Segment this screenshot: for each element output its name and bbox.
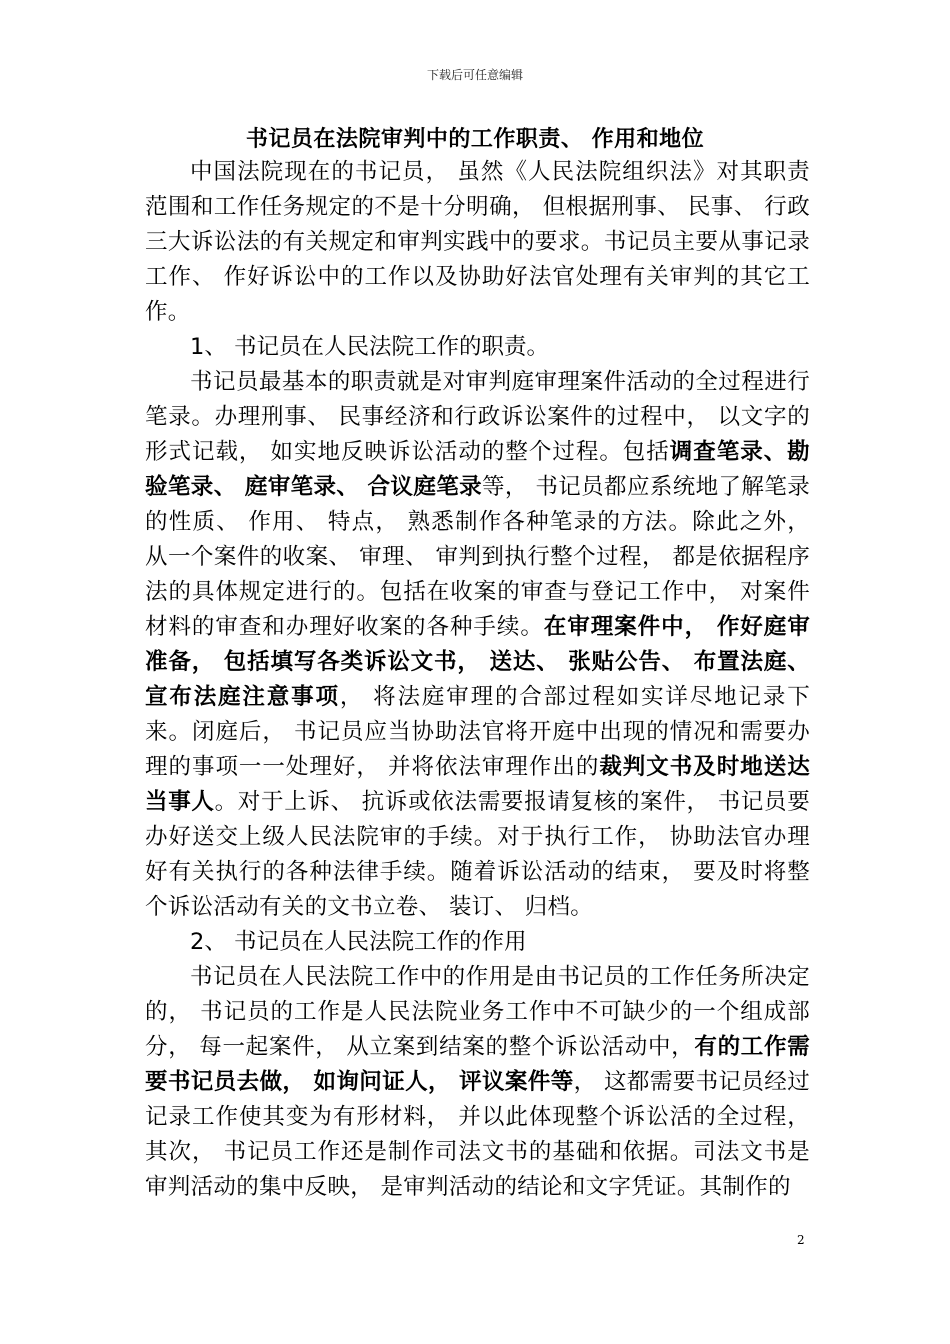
text-run: ， 这都需要书记员经过记录工作使其变为有形材料， 并以此体现整个诉讼活的全过程，其次， 书记员工作还是制作司法文书的基础和依据。司法文书是审判活动的集中反映， 是审判活动的结论和文字凭证。其制作的	[145, 1069, 811, 1200]
text-run: 书记员最基本的职责就是对审判庭审理案件活动的全过程进行笔录。办理刑事、 民事经济和行政诉讼案件的过程中， 以文字的形式记载， 如实地反映诉讼活动的整个过程。包括	[145, 369, 810, 465]
text-run: 。对于上诉、 抗诉或依法需要报请复核的案件， 书记员要办好送交上级人民法院审的手续。对于执行工作， 协助法官办理好有关执行的各种法律手续。随着诉讼活动的结束， 要及时将整个诉讼活动有关的文书立卷、 装订、 归档。	[145, 789, 810, 920]
bold-run: 调查笔录、勘验笔录、 庭审笔录、 合议庭笔录	[145, 439, 810, 500]
bold-run: 在审理案件中， 作好庭审准备， 包括填写各类诉讼文书， 送达、 张贴公告、 布置法庭、 宣布法庭注意事项	[145, 614, 810, 710]
page-number: 2	[797, 1233, 805, 1247]
document-body	[145, 155, 810, 1205]
text-run: 等， 书记员都应系统地了解笔录的性质、 作用、 特点， 熟悉制作各种笔录的方法。除此之外， 从一个案件的收案、 审理、 审判到执行整个过程， 都是依据程序法的具体规定进行的。包括在收案的审查与登记工作中， 对案件材料的审查和办理好收案的各种手续。	[145, 474, 811, 640]
section-1-paragraph	[145, 365, 810, 925]
section-2-heading: 2、 书记员在人民法院工作的作用	[190, 929, 527, 955]
bold-run: 裁判文书及时地送达当事人	[145, 754, 810, 815]
section-2-paragraph	[145, 960, 810, 1205]
section-1-heading: 1、 书记员在人民法院工作的职责。	[190, 334, 549, 360]
text-run: ， 将法庭审理的合部过程如实详尽地记录下来。闭庭后， 书记员应当协助法官将开庭中出现的情况和需要办理的事项一一处理好， 并将依法审理作出的	[145, 684, 810, 780]
document-title: 书记员在法院审判中的工作职责、 作用和地位	[245, 127, 705, 152]
text-run: 书记员在人民法院工作中的作用是由书记员的工作任务所决定的， 书记员的工作是人民法院业务工作中不可缺少的一个组成部分， 每一起案件， 从立案到结案的整个诉讼活动中，	[145, 964, 810, 1060]
intro-paragraph: 中国法院现在的书记员， 虽然《人民法院组织法》对其职责范围和工作任务规定的不是十分明确， 但根据刑事、 民事、 行政三大诉讼法的有关规定和审判实践中的要求。书记员主要从事记录工作、 作好诉讼中的工作以及协助好法官处理有关审判的其它工作。	[145, 159, 810, 325]
bold-run: 有的工作需要书记员去做， 如询问证人， 评议案件等	[145, 1034, 810, 1095]
page-header: 下载后可任意编辑	[426, 68, 523, 82]
